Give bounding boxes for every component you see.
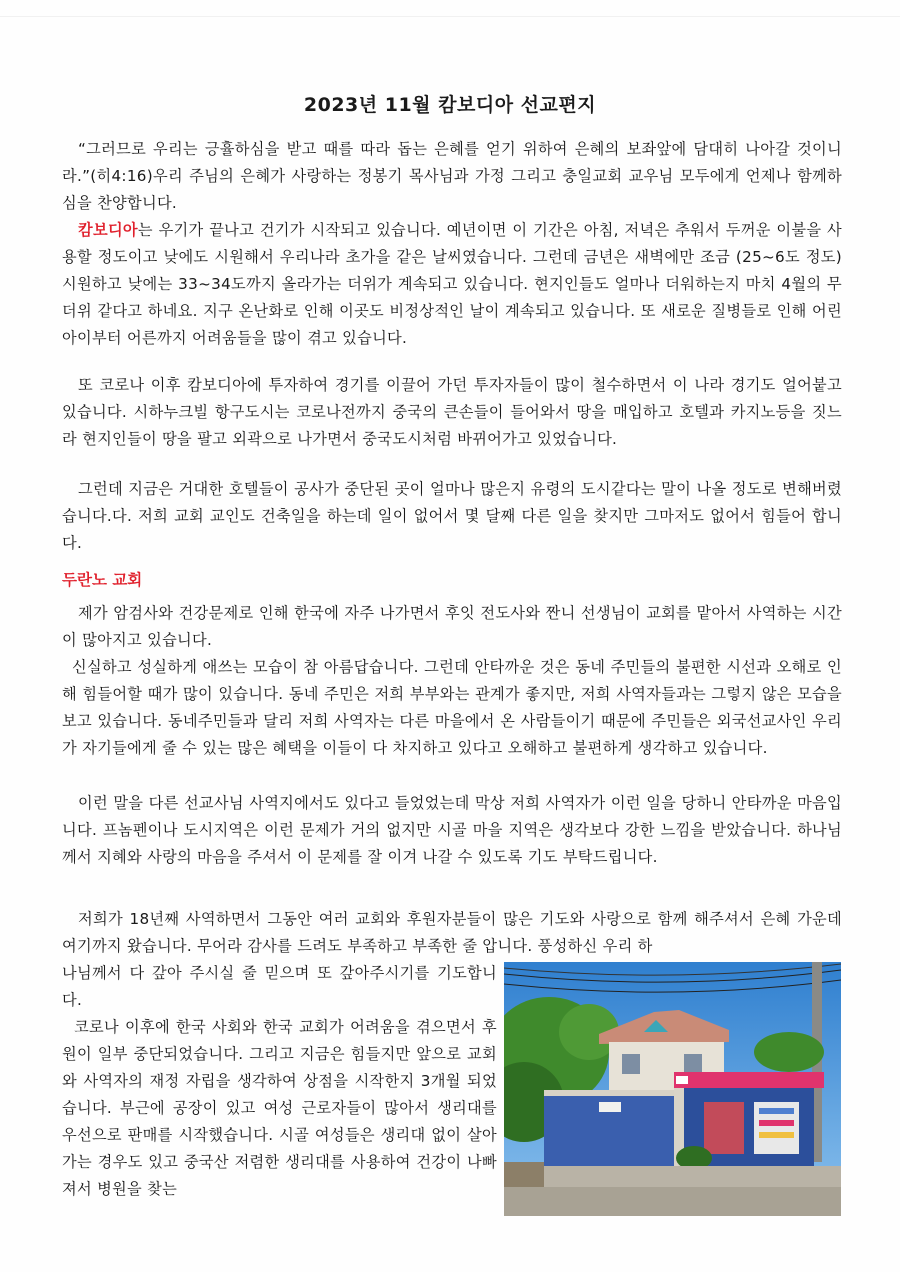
- shop-photo-illustration: [504, 962, 841, 1216]
- paragraph-economy: 또 코로나 이후 캄보디아에 투자하여 경기를 이끌어 가던 투자자들이 많이 철수하면서 이 나라 경기도 얼어붙고 있습니다. 시하누크빌 항구도시는 코로나전까지 중국의 큰손들이 들어와서 땅을 매입하고 호텔과 카지노등을 짓느라 현지인들이 땅을 팔고 외곽으로 나가면서 중국도시처럼 바뀌어가고 있었습니다.: [62, 376, 842, 448]
- shop-building-photo: [504, 962, 841, 1216]
- paragraph-opening: “그러므로 우리는 긍휼하심을 받고 때를 따라 돕는 은혜를 얻기 위하여 은혜의 보좌앞에 담대히 나아갈 것이니라.”(히4:16)우리 주님의 은혜가 사랑하는 정봉기 목사님과 가정 그리고 충일교회 교우님 모두에게 언제나 함께하심을 찬양합니다.: [62, 140, 842, 212]
- paragraph-thanks: 저희가 18년째 사역하면서 그동안 여러 교회와 후원자분들이 많은 기도와 사랑으로 함께 해주셔서 은혜 가운데 여기까지 왔습니다. 무어라 감사를 드려도 부족하고 부족한 줄 압니다. 풍성하신 우리 하: [62, 910, 842, 955]
- paragraph-prayer-request: 이런 말을 다른 선교사님 사역지에서도 있다고 들었었는데 막상 저희 사역자가 이런 일을 당하니 안타까운 마음입니다. 프놈펜이나 도시지역은 이런 문제가 거의 없지만 시골 마을 지역은 생각보다 강한 느낌을 받았습니다. 하나님께서 지혜와 사랑의 마음을 주셔서 이 문제를 잘 이겨 나갈 수 있도록 기도 부탁드립니다.: [62, 794, 842, 866]
- paragraph-weather-text: 는 우기가 끝나고 건기가 시작되고 있습니다. 예년이면 이 기간은 아침, 저녁은 추워서 두꺼운 이불을 사용할 정도이고 낮에도 시원해서 우리나라 초가을 같은 날씨였습니다. 그런데 금년은 새벽에만 조금 (25~6도 정도) 시원하고 낮에는 33~34도까지 올라가는 더위가 계속되고 있습니다. 현지인들도 얼마나 더워하는지 마치 4월의 무더위 같다고 하네요. 지구 온난화로 인해 이곳도 비정상적인 날이 계속되고 있습니다. 또 새로운 질병들로 인해 어린아이부터 어른까지 어려움들을 많이 겪고 있습니다.: [62, 221, 842, 347]
- paragraph-ministry: 제가 암검사와 건강문제로 인해 한국에 자주 나가면서 후잇 전도사와 짠니 선생님이 교회를 맡아서 사역하는 시간이 많아지고 있습니다.: [62, 604, 842, 649]
- paper-edge: [0, 16, 900, 17]
- paragraph-shop: 코로나 이후에 한국 사회와 한국 교회가 어려움을 겪으면서 후원이 일부 중단되었습니다. 그리고 지금은 힘들지만 앞으로 교회와 사역자의 재정 자립을 생각하여 상점을 시작한지 3개월 되었습니다. 부근에 공장이 있고 여성 근로자들이 많아서 생리대를 우선으로 판매를 시작했습니다. 시골 여성들은 생리대 없이 살아가는 경우도 있고 중국산 저렴한 생리대를 사용하여 건강이 나빠져서 병원을 찾는: [62, 1018, 497, 1198]
- paragraph-villagers: 신실하고 성실하게 애쓰는 모습이 참 아름답습니다. 그런데 안타까운 것은 동네 주민들의 불편한 시선과 오해로 인해 힘들어할 때가 많이 있습니다. 동네 주민은 저희 부부와는 관계가 좋지만, 저희 사역자들과는 그렇지 않은 모습을 보고 있습니다. 동네주민들과 달리 저희 사역자는 다른 마을에서 온 사람들이기 때문에 주민들은 외국선교사인 우리가 자기들에게 줄 수 있는 많은 혜택을 이들이 다 차지하고 있다고 오해하고 불편하게 생각하고 있습니다.: [62, 658, 842, 757]
- paragraph-weather: [62, 217, 842, 352]
- letter-title: 2023년 11월 캄보디아 선교편지: [303, 94, 597, 116]
- highlight-cambodia: 캄보디아: [78, 221, 138, 239]
- paragraph-thanks-cont: 나님께서 다 갚아 주시실 줄 믿으며 또 갚아주시기를 기도합니다.: [62, 964, 497, 1009]
- section-heading-durano-church: 두란노 교회: [62, 571, 143, 589]
- paragraph-ghost-city: 그런데 지금은 거대한 호텔들이 공사가 중단된 곳이 얼마나 많은지 유령의 도시같다는 말이 나올 정도로 변해버렸습니다.다. 저희 교회 교인도 건축일을 하는데 일이 없어서 몇 달째 다른 일을 찾지만 그마저도 없어서 힘들어 합니다.: [62, 480, 842, 552]
